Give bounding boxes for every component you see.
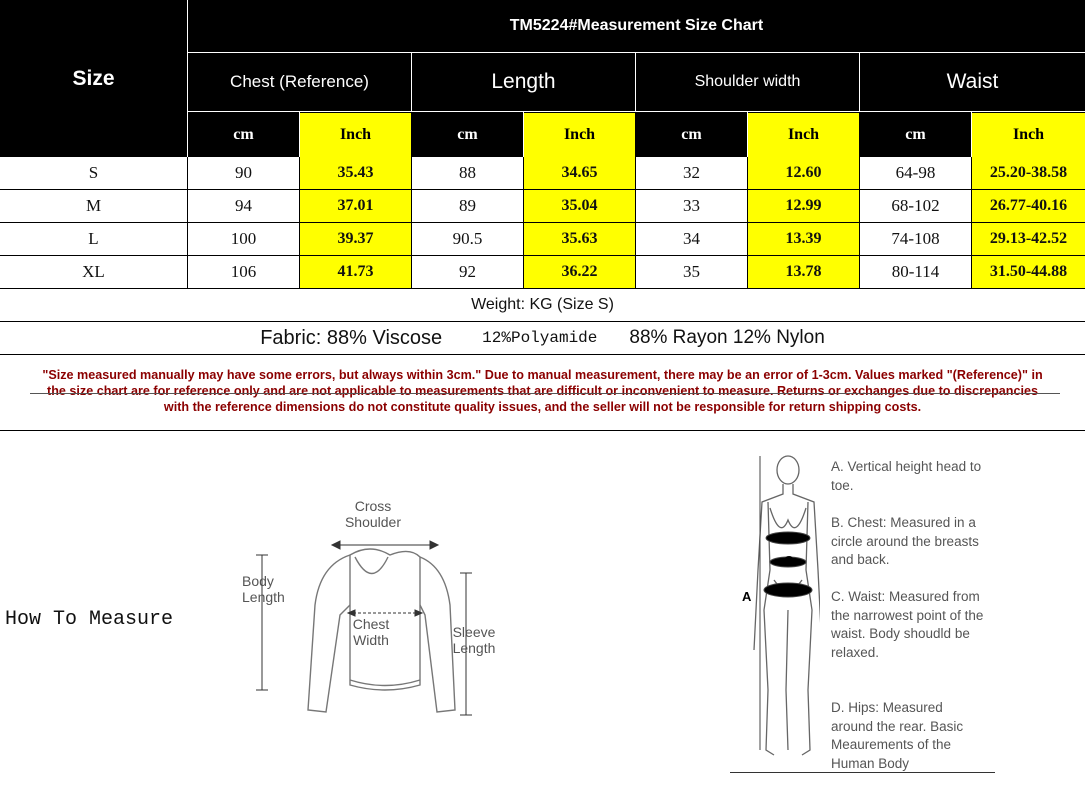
measurement-disclaimer: "Size measured manually may have some errors, but always within 3cm." Due to manual measurement, there may be an error of 1-3cm. Values marked "(Reference)" in the size chart are for reference only and are not applicable to measurements that are difficult or inconvenient to measure. Returns or exchanges due to discrepancies with the reference dimensions do not constitute quality issues, and the seller will not be responsible for return shipping costs. [0, 355, 1085, 431]
length-group-header: Length [412, 53, 636, 112]
fabric-polyamide: 12%Polyamide [482, 329, 598, 347]
sleeve-length-label: Sleeve Length [452, 624, 496, 656]
size-cell: S [0, 157, 188, 189]
waist-cm-cell: 64-98 [860, 157, 972, 189]
table-row [0, 256, 1085, 289]
fabric-viscose: Fabric: 88% Viscose [260, 326, 443, 349]
weight-note: Weight: KG (Size S) [0, 289, 1085, 322]
unit-header-cm: cm [188, 112, 300, 157]
unit-header-inch: Inch [300, 112, 412, 157]
table-row [0, 223, 1085, 256]
waist-cm-cell: 68-102 [860, 190, 972, 222]
unit-header-cm: cm [636, 112, 748, 157]
body-letter-a: A [742, 589, 752, 604]
size-cell: XL [0, 256, 188, 288]
shoulder-inch-cell: 12.60 [748, 157, 860, 189]
unit-header-inch: Inch [524, 112, 636, 157]
length-inch-cell: 35.63 [524, 223, 636, 255]
size-cell: L [0, 223, 188, 255]
chest-inch-cell: 35.43 [300, 157, 412, 189]
unit-header-cm: cm [412, 112, 524, 157]
length-cm-cell: 89 [412, 190, 524, 222]
unit-header-cm: cm [860, 112, 972, 157]
body-note-b: B. Chest: Measured in a circle around the breasts and back. [831, 515, 979, 568]
chest-cm-cell: 90 [188, 157, 300, 189]
size-cell: M [0, 190, 188, 222]
chest-cm-cell: 94 [188, 190, 300, 222]
unit-header-inch: Inch [748, 112, 860, 157]
table-row [0, 157, 1085, 190]
divider [730, 772, 995, 773]
length-inch-cell: 35.04 [524, 190, 636, 222]
chest-inch-cell: 41.73 [300, 256, 412, 288]
how-to-measure-label: How To Measure [5, 608, 174, 631]
shoulder-group-header: Shoulder width [636, 53, 860, 112]
waist-inch-cell: 25.20-38.58 [972, 157, 1085, 189]
body-note-c: C. Waist: Measured from the narrowest point of the waist. Body shoudld be relaxed. [831, 589, 984, 660]
shoulder-inch-cell: 13.39 [748, 223, 860, 255]
chest-cm-cell: 106 [188, 256, 300, 288]
table-row [0, 190, 1085, 223]
cross-shoulder-label: Cross Shoulder [344, 498, 402, 530]
chest-cm-cell: 100 [188, 223, 300, 255]
waist-inch-cell: 26.77-40.16 [972, 190, 1085, 222]
chest-width-label: Chest Width [352, 616, 390, 648]
chest-group-header: Chest (Reference) [188, 53, 412, 112]
body-length-label: Body Length [242, 573, 285, 605]
shoulder-cm-cell: 33 [636, 190, 748, 222]
waist-inch-cell: 29.13-42.52 [972, 223, 1085, 255]
body-letter-c: C [784, 553, 794, 568]
chest-inch-cell: 37.01 [300, 190, 412, 222]
length-inch-cell: 36.22 [524, 256, 636, 288]
waist-group-header: Waist [860, 53, 1085, 112]
size-column-header: Size [0, 0, 188, 157]
unit-header-inch: Inch [972, 112, 1085, 157]
shoulder-cm-cell: 35 [636, 256, 748, 288]
length-cm-cell: 92 [412, 256, 524, 288]
shoulder-inch-cell: 13.78 [748, 256, 860, 288]
body-note-a: A. Vertical height head to toe. [831, 459, 982, 493]
body-letter-d: D [784, 584, 794, 599]
fabric-rayon-nylon: 88% Rayon 12% Nylon [629, 327, 825, 348]
shoulder-inch-cell: 12.99 [748, 190, 860, 222]
length-cm-cell: 90.5 [412, 223, 524, 255]
human-body-diagram-icon [740, 450, 820, 770]
body-letter-b: B [784, 530, 794, 545]
waist-inch-cell: 31.50-44.88 [972, 256, 1085, 288]
chart-title: TM5224#Measurement Size Chart [188, 0, 1085, 53]
waist-cm-cell: 80-114 [860, 256, 972, 288]
shoulder-cm-cell: 32 [636, 157, 748, 189]
waist-cm-cell: 74-108 [860, 223, 972, 255]
chest-inch-cell: 39.37 [300, 223, 412, 255]
body-note-d: D. Hips: Measured around the rear. Basic Meaurements of the Human Body [831, 700, 964, 771]
size-table-body [0, 157, 1085, 289]
length-inch-cell: 34.65 [524, 157, 636, 189]
divider [30, 393, 1060, 394]
fabric-row [0, 322, 1085, 355]
length-cm-cell: 88 [412, 157, 524, 189]
shoulder-cm-cell: 34 [636, 223, 748, 255]
